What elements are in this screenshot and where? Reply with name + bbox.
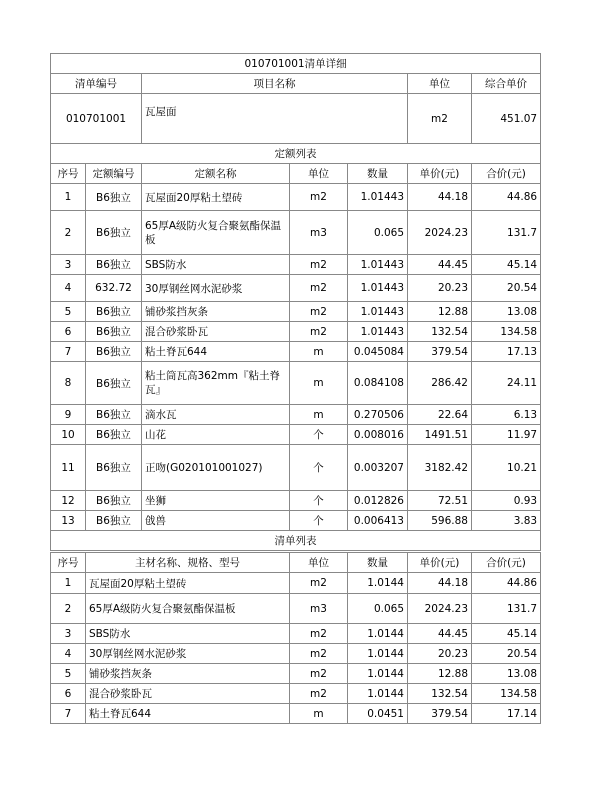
material-list-table xyxy=(50,552,541,724)
row-qty: 1.0144 xyxy=(348,664,408,684)
row-unit: m2 xyxy=(290,644,348,664)
item-unit: m2 xyxy=(408,94,472,144)
header-unit-label: 单位 xyxy=(408,74,472,94)
row-total: 45.14 xyxy=(472,255,541,275)
row-unit: m2 xyxy=(290,624,348,644)
row-code: B6独立 xyxy=(86,362,142,405)
quota-col-name: 定额名称 xyxy=(142,164,290,184)
row-no: 11 xyxy=(51,445,86,491)
quota-col-code: 定额编号 xyxy=(86,164,142,184)
row-price: 596.88 xyxy=(408,511,472,531)
material-section-title: 清单列表 xyxy=(51,531,541,551)
quota-header-row xyxy=(51,164,541,184)
material-col-name: 主材名称、规格、型号 xyxy=(86,553,290,573)
row-total: 13.08 xyxy=(472,302,541,322)
row-price: 2024.23 xyxy=(408,594,472,624)
row-qty: 0.008016 xyxy=(348,425,408,445)
header-code-label: 清单编号 xyxy=(51,74,142,94)
row-name: 戗兽 xyxy=(142,511,290,531)
row-price: 379.54 xyxy=(408,704,472,724)
row-no: 1 xyxy=(51,184,86,211)
row-name: 粘土筒瓦高362mm『粘土脊瓦』 xyxy=(142,362,290,405)
row-price: 22.64 xyxy=(408,405,472,425)
table-row xyxy=(51,704,541,724)
row-name: 坐狮 xyxy=(142,491,290,511)
material-col-unit: 单位 xyxy=(290,553,348,573)
row-code: B6独立 xyxy=(86,405,142,425)
table-row xyxy=(51,644,541,664)
row-qty: 1.01443 xyxy=(348,184,408,211)
row-code: B6独立 xyxy=(86,511,142,531)
row-code: B6独立 xyxy=(86,322,142,342)
row-no: 4 xyxy=(51,275,86,302)
row-price: 379.54 xyxy=(408,342,472,362)
row-name: 铺砂浆挡灰条 xyxy=(86,664,290,684)
row-total: 3.83 xyxy=(472,511,541,531)
row-unit: m2 xyxy=(290,573,348,594)
row-unit: m xyxy=(290,362,348,405)
row-total: 20.54 xyxy=(472,644,541,664)
row-price: 286.42 xyxy=(408,362,472,405)
row-qty: 1.01443 xyxy=(348,255,408,275)
row-name: SBS防水 xyxy=(142,255,290,275)
row-no: 2 xyxy=(51,211,86,255)
item-name: 瓦屋面 xyxy=(142,94,408,144)
row-total: 44.86 xyxy=(472,184,541,211)
table-row xyxy=(51,624,541,644)
row-total: 45.14 xyxy=(472,624,541,644)
row-name: 山花 xyxy=(142,425,290,445)
row-price: 44.45 xyxy=(408,255,472,275)
row-name: 正吻(G020101001027) xyxy=(142,445,290,491)
row-name: 30厚钢丝网水泥砂浆 xyxy=(86,644,290,664)
header-price-label: 综合单价 xyxy=(472,74,541,94)
row-qty: 0.270506 xyxy=(348,405,408,425)
row-no: 6 xyxy=(51,322,86,342)
quota-detail-table xyxy=(50,53,541,551)
row-name: 瓦屋面20厚粘土望砖 xyxy=(86,573,290,594)
row-code: 632.72 xyxy=(86,275,142,302)
row-price: 132.54 xyxy=(408,322,472,342)
row-qty: 1.0144 xyxy=(348,684,408,704)
row-no: 4 xyxy=(51,644,86,664)
table-row xyxy=(51,573,541,594)
row-qty: 0.045084 xyxy=(348,342,408,362)
table-row xyxy=(51,511,541,531)
row-name: 铺砂浆挡灰条 xyxy=(142,302,290,322)
row-price: 2024.23 xyxy=(408,211,472,255)
table-row xyxy=(51,211,541,255)
row-total: 24.11 xyxy=(472,362,541,405)
row-qty: 1.0144 xyxy=(348,644,408,664)
row-no: 7 xyxy=(51,704,86,724)
row-name: 瓦屋面20厚粘土望砖 xyxy=(142,184,290,211)
row-unit: 个 xyxy=(290,491,348,511)
row-price: 12.88 xyxy=(408,302,472,322)
row-no: 3 xyxy=(51,624,86,644)
table-row xyxy=(51,322,541,342)
row-price: 20.23 xyxy=(408,644,472,664)
row-name: 65厚A级防火复合聚氨酯保温板 xyxy=(142,211,290,255)
row-total: 0.93 xyxy=(472,491,541,511)
row-total: 17.14 xyxy=(472,704,541,724)
row-no: 10 xyxy=(51,425,86,445)
row-unit: m2 xyxy=(290,302,348,322)
document-title: 010701001清单详细 xyxy=(51,54,541,74)
row-qty: 0.084108 xyxy=(348,362,408,405)
row-unit: m xyxy=(290,704,348,724)
row-code: B6独立 xyxy=(86,445,142,491)
row-total: 11.97 xyxy=(472,425,541,445)
row-qty: 0.065 xyxy=(348,594,408,624)
table-row xyxy=(51,302,541,322)
row-total: 134.58 xyxy=(472,322,541,342)
row-qty: 0.012826 xyxy=(348,491,408,511)
quota-section-title: 定额列表 xyxy=(51,144,541,164)
row-unit: m2 xyxy=(290,275,348,302)
row-no: 8 xyxy=(51,362,86,405)
row-no: 9 xyxy=(51,405,86,425)
table-row xyxy=(51,594,541,624)
row-qty: 1.0144 xyxy=(348,573,408,594)
row-code: B6独立 xyxy=(86,302,142,322)
row-qty: 1.01443 xyxy=(348,322,408,342)
row-no: 5 xyxy=(51,302,86,322)
row-no: 12 xyxy=(51,491,86,511)
row-unit: m3 xyxy=(290,594,348,624)
item-code: 010701001 xyxy=(51,94,142,144)
row-qty: 0.006413 xyxy=(348,511,408,531)
row-name: 粘土脊瓦644 xyxy=(86,704,290,724)
row-total: 13.08 xyxy=(472,664,541,684)
row-unit: m3 xyxy=(290,211,348,255)
row-price: 1491.51 xyxy=(408,425,472,445)
row-price: 132.54 xyxy=(408,684,472,704)
row-qty: 0.003207 xyxy=(348,445,408,491)
row-price: 44.45 xyxy=(408,624,472,644)
table-row xyxy=(51,275,541,302)
row-no: 1 xyxy=(51,573,86,594)
table-row xyxy=(51,684,541,704)
row-total: 131.7 xyxy=(472,594,541,624)
row-no: 13 xyxy=(51,511,86,531)
row-unit: 个 xyxy=(290,425,348,445)
row-price: 44.18 xyxy=(408,573,472,594)
row-qty: 1.01443 xyxy=(348,302,408,322)
row-name: 30厚钢丝网水泥砂浆 xyxy=(142,275,290,302)
row-price: 72.51 xyxy=(408,491,472,511)
material-col-qty: 数量 xyxy=(348,553,408,573)
table-row xyxy=(51,425,541,445)
row-no: 2 xyxy=(51,594,86,624)
row-unit: m2 xyxy=(290,664,348,684)
row-unit: 个 xyxy=(290,445,348,491)
row-name: 滴水瓦 xyxy=(142,405,290,425)
table-row xyxy=(51,491,541,511)
row-total: 20.54 xyxy=(472,275,541,302)
row-price: 44.18 xyxy=(408,184,472,211)
header-name-label: 项目名称 xyxy=(142,74,408,94)
material-col-price: 单价(元) xyxy=(408,553,472,573)
row-code: B6独立 xyxy=(86,491,142,511)
row-name: 混合砂浆卧瓦 xyxy=(142,322,290,342)
quota-col-unit: 单位 xyxy=(290,164,348,184)
row-code: B6独立 xyxy=(86,255,142,275)
table-row xyxy=(51,405,541,425)
row-code: B6独立 xyxy=(86,211,142,255)
table-row xyxy=(51,445,541,491)
row-unit: m xyxy=(290,342,348,362)
item-price: 451.07 xyxy=(472,94,541,144)
row-qty: 0.065 xyxy=(348,211,408,255)
row-no: 3 xyxy=(51,255,86,275)
table-row xyxy=(51,664,541,684)
row-total: 10.21 xyxy=(472,445,541,491)
row-price: 3182.42 xyxy=(408,445,472,491)
row-total: 134.58 xyxy=(472,684,541,704)
quota-col-price: 单价(元) xyxy=(408,164,472,184)
table-row xyxy=(51,362,541,405)
row-unit: m xyxy=(290,405,348,425)
table-row xyxy=(51,255,541,275)
row-unit: m2 xyxy=(290,255,348,275)
row-code: B6独立 xyxy=(86,342,142,362)
row-no: 5 xyxy=(51,664,86,684)
row-name: 65厚A级防火复合聚氨酯保温板 xyxy=(86,594,290,624)
row-name: 粘土脊瓦644 xyxy=(142,342,290,362)
row-unit: 个 xyxy=(290,511,348,531)
row-name: 混合砂浆卧瓦 xyxy=(86,684,290,704)
row-qty: 1.0144 xyxy=(348,624,408,644)
row-price: 12.88 xyxy=(408,664,472,684)
material-col-total: 合价(元) xyxy=(472,553,541,573)
table-row xyxy=(51,342,541,362)
row-code: B6独立 xyxy=(86,425,142,445)
row-qty: 1.01443 xyxy=(348,275,408,302)
row-qty: 0.0451 xyxy=(348,704,408,724)
row-unit: m2 xyxy=(290,184,348,211)
quota-col-no: 序号 xyxy=(51,164,86,184)
table-row xyxy=(51,184,541,211)
row-code: B6独立 xyxy=(86,184,142,211)
row-unit: m2 xyxy=(290,322,348,342)
quota-col-total: 合价(元) xyxy=(472,164,541,184)
material-header-row xyxy=(51,553,541,573)
quota-col-qty: 数量 xyxy=(348,164,408,184)
row-total: 6.13 xyxy=(472,405,541,425)
row-no: 6 xyxy=(51,684,86,704)
row-no: 7 xyxy=(51,342,86,362)
row-total: 17.13 xyxy=(472,342,541,362)
material-col-no: 序号 xyxy=(51,553,86,573)
row-total: 44.86 xyxy=(472,573,541,594)
row-unit: m2 xyxy=(290,684,348,704)
row-total: 131.7 xyxy=(472,211,541,255)
row-price: 20.23 xyxy=(408,275,472,302)
row-name: SBS防水 xyxy=(86,624,290,644)
